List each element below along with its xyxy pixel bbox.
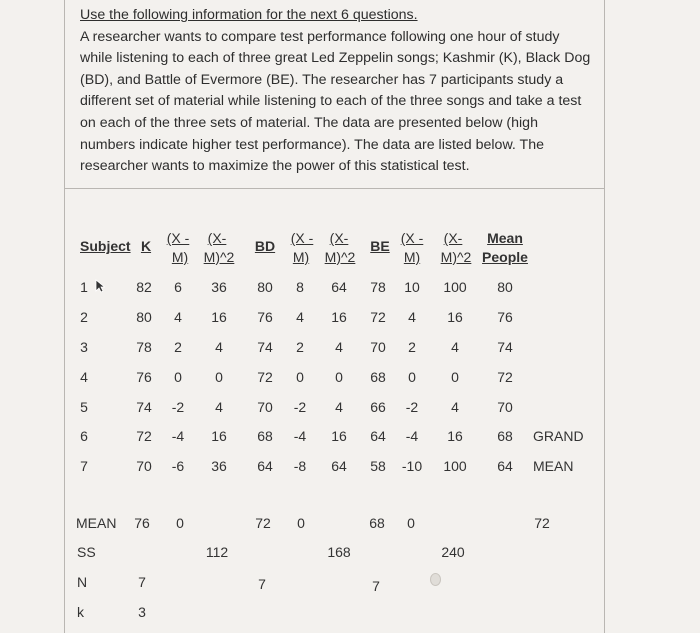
people-mean-cell: 68 bbox=[497, 428, 513, 444]
subject-cell: 3 bbox=[80, 339, 88, 355]
bd-n: 7 bbox=[258, 576, 266, 592]
bd-cell: 68 bbox=[257, 428, 273, 444]
k-sq-cell: 16 bbox=[211, 428, 227, 444]
k-sq-cell: 36 bbox=[211, 458, 227, 474]
k-mean: 76 bbox=[134, 515, 150, 531]
instructions-heading: Use the following information for the next 6 questions. bbox=[80, 7, 418, 23]
k-dev-cell: 4 bbox=[174, 309, 182, 325]
be-mean: 68 bbox=[369, 515, 385, 531]
k-cell: 72 bbox=[136, 428, 152, 444]
header-be-sq-top: (X- bbox=[443, 230, 463, 246]
bd-sq-cell: 16 bbox=[331, 428, 347, 444]
bd-cell: 72 bbox=[257, 369, 273, 385]
header-bd-sq-bottom: M)^2 bbox=[324, 249, 356, 265]
bd-cell: 64 bbox=[257, 458, 273, 474]
be-dev-cell: -2 bbox=[405, 399, 419, 415]
bd-dev-cell: -8 bbox=[293, 458, 307, 474]
be-mean-dev: 0 bbox=[407, 515, 415, 531]
k-cell: 70 bbox=[136, 458, 152, 474]
k-ss: 112 bbox=[205, 544, 229, 560]
header-be: BE bbox=[370, 238, 390, 254]
k-sq-cell: 16 bbox=[211, 309, 227, 325]
subject-cell: 2 bbox=[80, 309, 88, 325]
k-cell: 76 bbox=[136, 369, 152, 385]
k-sq-cell: 0 bbox=[215, 369, 223, 385]
subject-cell: 4 bbox=[80, 369, 88, 385]
be-sq-cell: 100 bbox=[443, 458, 467, 474]
people-mean-cell: 76 bbox=[497, 309, 513, 325]
people-mean-cell: 72 bbox=[497, 369, 513, 385]
people-mean-cell: 64 bbox=[497, 458, 513, 474]
k-sq-cell: 4 bbox=[215, 339, 223, 355]
bd-sq-cell: 4 bbox=[335, 339, 343, 355]
cell-border-horizontal bbox=[64, 188, 605, 189]
bd-sq-cell: 64 bbox=[331, 279, 347, 295]
bd-sq-cell: 64 bbox=[331, 458, 347, 474]
bd-dev-cell: 4 bbox=[296, 309, 304, 325]
bd-dev-cell: 8 bbox=[296, 279, 304, 295]
n-label: N bbox=[77, 574, 88, 590]
bd-sq-cell: 4 bbox=[335, 399, 343, 415]
bd-sq-cell: 16 bbox=[331, 309, 347, 325]
bd-dev-cell: 2 bbox=[296, 339, 304, 355]
be-cell: 72 bbox=[370, 309, 386, 325]
be-cell: 64 bbox=[370, 428, 386, 444]
header-mean-top: Mean bbox=[487, 230, 523, 246]
k-count-label: k bbox=[77, 604, 84, 620]
k-n: 7 bbox=[138, 574, 146, 590]
k-dev-cell: 6 bbox=[174, 279, 182, 295]
header-bd-dev-bottom: M) bbox=[292, 249, 310, 265]
k-dev-cell: -4 bbox=[171, 428, 185, 444]
header-k: K bbox=[140, 238, 152, 254]
be-cell: 68 bbox=[370, 369, 386, 385]
header-mean-bottom: People bbox=[482, 249, 528, 265]
cell-border-right bbox=[604, 0, 605, 633]
be-dev-cell: 2 bbox=[408, 339, 416, 355]
be-sq-cell: 0 bbox=[451, 369, 459, 385]
bd-mean: 72 bbox=[255, 515, 271, 531]
be-dev-cell: 10 bbox=[404, 279, 420, 295]
be-dev-cell: 4 bbox=[408, 309, 416, 325]
k-dev-cell: 2 bbox=[174, 339, 182, 355]
header-be-sq-bottom: M)^2 bbox=[440, 249, 472, 265]
be-sq-cell: 4 bbox=[451, 339, 459, 355]
header-subject: Subject bbox=[80, 238, 131, 254]
bd-ss: 168 bbox=[327, 544, 351, 560]
bd-sq-cell: 0 bbox=[335, 369, 343, 385]
grand-mean-label: MEAN bbox=[533, 458, 574, 474]
people-mean-cell: 74 bbox=[497, 339, 513, 355]
be-sq-cell: 16 bbox=[447, 428, 463, 444]
be-dev-cell: -4 bbox=[405, 428, 419, 444]
be-cell: 58 bbox=[370, 458, 386, 474]
be-cell: 78 bbox=[370, 279, 386, 295]
be-dev-cell: 0 bbox=[408, 369, 416, 385]
header-bd-dev-top: (X - bbox=[290, 230, 314, 246]
header-k-dev-top: (X - bbox=[166, 230, 190, 246]
subject-cell: 7 bbox=[80, 458, 88, 474]
k-cell: 74 bbox=[136, 399, 152, 415]
k-count-value: 3 bbox=[138, 604, 146, 620]
header-be-dev-top: (X - bbox=[400, 230, 424, 246]
be-sq-cell: 16 bbox=[447, 309, 463, 325]
subject-cell: 5 bbox=[80, 399, 88, 415]
k-dev-cell: 0 bbox=[174, 369, 182, 385]
bd-dev-cell: 0 bbox=[296, 369, 304, 385]
bd-cell: 74 bbox=[257, 339, 273, 355]
header-be-dev-bottom: M) bbox=[403, 249, 421, 265]
be-sq-cell: 4 bbox=[451, 399, 459, 415]
header-bd: BD bbox=[254, 238, 276, 254]
k-cell: 80 bbox=[136, 309, 152, 325]
people-mean-cell: 70 bbox=[497, 399, 513, 415]
instructions-body: A researcher wants to compare test performance following one hour of study while listening to each of three great Led Zeppelin songs; Kashmir (K), Black Dog (BD), and Battle of Evermore (BE). The researcher has 7 participants study a different set of material while listening to each of the three songs and take a test on each of the three sets of material. The data are presented below (high numbers indicate higher test performance). The data are listed below. The researcher wants to maximize the power of this statistical test. bbox=[80, 28, 591, 175]
k-dev-cell: -2 bbox=[171, 399, 185, 415]
smudge-mark bbox=[430, 573, 441, 586]
grand-mean-value: 72 bbox=[534, 515, 550, 531]
be-n: 7 bbox=[372, 578, 380, 594]
bd-cell: 70 bbox=[257, 399, 273, 415]
be-ss: 240 bbox=[441, 544, 465, 560]
be-dev-cell: -10 bbox=[401, 458, 423, 474]
header-k-dev-bottom: M) bbox=[171, 249, 189, 265]
bd-cell: 80 bbox=[257, 279, 273, 295]
header-bd-sq-top: (X- bbox=[329, 230, 349, 246]
bd-dev-cell: -2 bbox=[293, 399, 307, 415]
be-cell: 70 bbox=[370, 339, 386, 355]
subject-cell: 6 bbox=[80, 428, 88, 444]
header-k-sq-bottom: M)^2 bbox=[203, 249, 235, 265]
k-cell: 78 bbox=[136, 339, 152, 355]
subject-cell: 1 bbox=[80, 279, 88, 295]
k-mean-dev: 0 bbox=[176, 515, 184, 531]
k-dev-cell: -6 bbox=[171, 458, 185, 474]
k-sq-cell: 36 bbox=[211, 279, 227, 295]
cell-border-left bbox=[64, 0, 65, 633]
header-k-sq-top: (X- bbox=[207, 230, 227, 246]
people-mean-cell: 80 bbox=[497, 279, 513, 295]
be-cell: 66 bbox=[370, 399, 386, 415]
bd-dev-cell: -4 bbox=[293, 428, 307, 444]
bd-cell: 76 bbox=[257, 309, 273, 325]
ss-label: SS bbox=[77, 544, 96, 560]
grand-mean-label: GRAND bbox=[533, 428, 584, 444]
bd-mean-dev: 0 bbox=[297, 515, 305, 531]
mean-label: MEAN bbox=[76, 515, 117, 531]
k-cell: 82 bbox=[136, 279, 152, 295]
instructions-text bbox=[80, 5, 595, 178]
k-sq-cell: 4 bbox=[215, 399, 223, 415]
be-sq-cell: 100 bbox=[443, 279, 467, 295]
mouse-pointer-icon bbox=[95, 279, 105, 293]
